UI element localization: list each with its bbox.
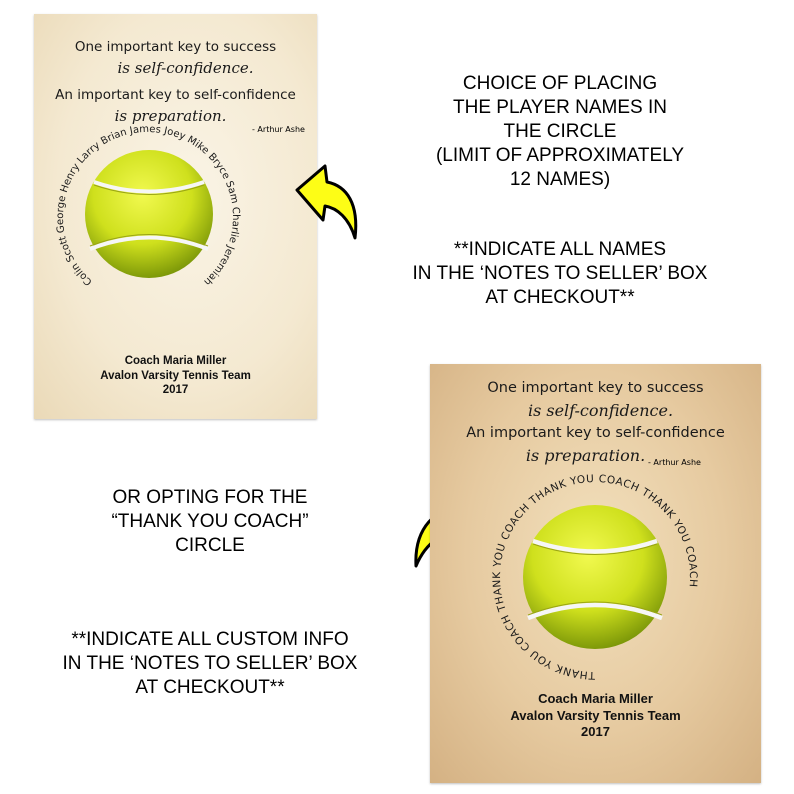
quote-line-1: One important key to success xyxy=(487,380,704,396)
info-top-note-line: **INDICATE ALL NAMES xyxy=(453,239,667,260)
poster-footer xyxy=(34,354,317,398)
info-top-note-line: IN THE ‘NOTES TO SELLER’ BOX xyxy=(412,263,708,284)
quote-line-2: is self-confidence. xyxy=(117,59,254,77)
quote-line-3: An important key to self-confidence xyxy=(466,425,725,441)
info-top-line: THE PLAYER NAMES IN xyxy=(453,97,667,118)
info-top-line: THE CIRCLE xyxy=(503,121,617,142)
info-bottom-note-line: AT CHECKOUT** xyxy=(135,677,285,698)
team-name: Avalon Varsity Tennis Team xyxy=(510,707,681,723)
player-names-circle-text: Colin Scott George Henry Larry Brian James Joey Mike Bryce Sam Charlie Jeremiah xyxy=(54,123,242,288)
info-top-note xyxy=(380,238,740,310)
info-top-note-line: AT CHECKOUT** xyxy=(485,287,635,308)
coach-name: Coach Maria Miller xyxy=(124,355,227,367)
quote-line-1: One important key to success xyxy=(74,39,277,55)
info-bottom-note xyxy=(15,628,405,700)
quote-line-3: An important key to self-confidence xyxy=(55,87,296,103)
poster-player-names xyxy=(34,14,317,419)
info-bottom-line: “THANK YOU COACH” xyxy=(111,511,309,532)
info-bottom-block xyxy=(60,486,360,558)
info-bottom-note-line: IN THE ‘NOTES TO SELLER’ BOX xyxy=(62,653,358,674)
tennis-ball-icon xyxy=(523,505,667,649)
curved-arrow-icon xyxy=(285,160,365,250)
info-top-block xyxy=(380,72,740,192)
quote-line-2: is self-confidence. xyxy=(527,401,674,420)
coach-name: Coach Maria Miller xyxy=(538,691,653,706)
info-top-line: 12 NAMES) xyxy=(509,169,611,190)
thank-you-circle-text: THANK YOU COACH THANK YOU COACH THANK YOU COACH THANK YOU COACH xyxy=(490,472,700,682)
info-bottom-note-line: **INDICATE ALL CUSTOM INFO xyxy=(71,629,349,650)
tennis-ball-icon xyxy=(85,150,213,278)
poster-thank-you-coach xyxy=(430,364,761,783)
info-top-line: (LIMIT OF APPROXIMATELY xyxy=(435,145,685,166)
quote-attribution: - Arthur Ashe xyxy=(252,125,305,134)
info-top-line: CHOICE OF PLACING xyxy=(462,73,658,94)
info-bottom-line: CIRCLE xyxy=(175,535,245,556)
team-name: Avalon Varsity Tennis Team xyxy=(100,369,251,382)
year: 2017 xyxy=(162,384,189,397)
quote-line-4: is preparation. xyxy=(525,446,646,465)
quote-attribution: - Arthur Ashe xyxy=(648,458,701,467)
year: 2017 xyxy=(581,724,610,740)
quote-line-4: is preparation. xyxy=(114,107,227,125)
info-bottom-line: OR OPTING FOR THE xyxy=(112,487,308,508)
poster-footer xyxy=(430,691,761,741)
